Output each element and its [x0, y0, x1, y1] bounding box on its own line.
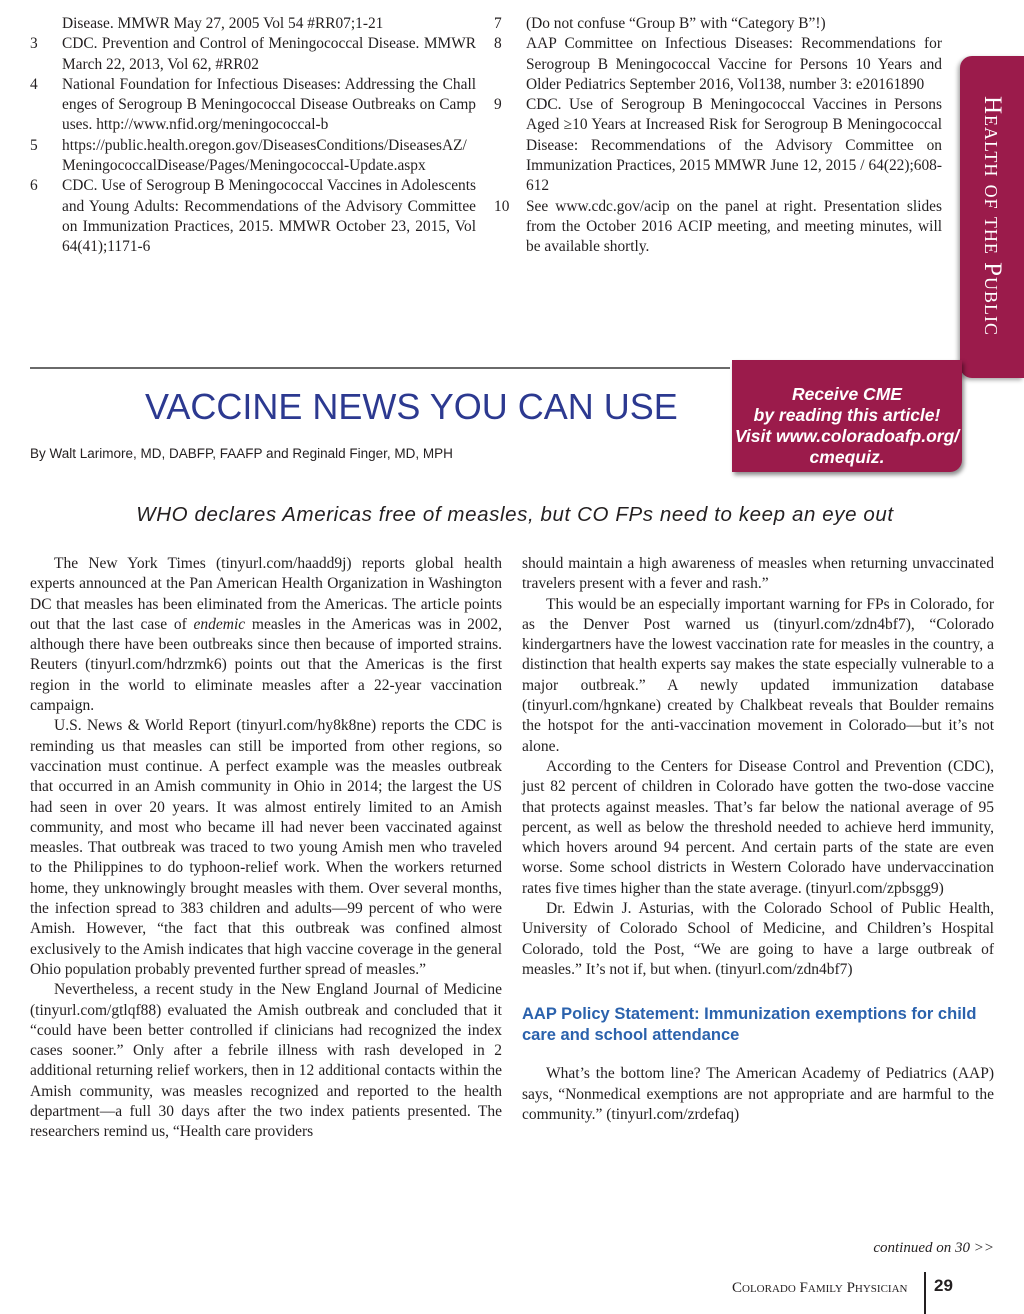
- section-divider: [30, 367, 730, 369]
- article-title: VACCINE NEWS YOU CAN USE: [145, 386, 678, 427]
- cme-callout-box: [732, 360, 962, 472]
- cme-link[interactable]: cmequiz.: [809, 447, 885, 467]
- reference-text: CDC. Use of Serogroup B Meningococcal Vaccines in Adolescents and Young Adults: Recommendations of the Advisory Committee on Immunization Practices, 2015. MMWR October 23, 2015, Vol 64(41);1171-6: [62, 177, 476, 256]
- reference-text: CDC. Prevention and Control of Meningococcal Disease. MMWR March 22, 2013, Vol 62, #RR02: [62, 35, 476, 73]
- article-subheading: WHO declares Americas free of measles, but CO FPs need to keep an eye out: [136, 503, 894, 526]
- reference-item: [494, 197, 942, 258]
- body-paragraph: Dr. Edwin J. Asturias, with the Colorado School of Public Health, University of Colorado School of Medicine, and Children’s Hospital Colorado, told the Post, “We are going to have a large outbreak of measles.” It’s not if, but when. (tinyurl.com/zdn4bf7): [522, 900, 994, 978]
- article-column-right: [522, 554, 994, 1125]
- reference-item: [30, 75, 476, 136]
- section-heading: AAP Policy Statement: Immunization exemptions for child care and school attendance: [522, 1005, 977, 1045]
- reference-number: 3: [30, 35, 38, 53]
- reference-item: [30, 14, 476, 34]
- reference-item: [30, 136, 476, 177]
- body-paragraph: [30, 554, 502, 716]
- reference-item: [494, 34, 942, 95]
- article-byline: By Walt Larimore, MD, DABFP, FAAFP and Reginald Finger, MD, MPH: [30, 446, 453, 461]
- cme-line: Receive CME: [792, 384, 902, 404]
- reference-text: (Do not confuse “Group B” with “Category B”!): [526, 15, 826, 32]
- body-paragraph: What’s the bottom line? The American Academy of Pediatrics (AAP) says, “Nonmedical exemptions are not appropriate and are harmful to the community.” (tinyurl.com/zrdefaq): [522, 1065, 994, 1123]
- reference-number: 6: [30, 177, 38, 195]
- reference-number: 10: [494, 197, 510, 215]
- body-paragraph: Nevertheless, a recent study in the New England Journal of Medicine (tinyurl.com/gtlqf88) evaluated the Amish outbreak and concluded that it “could have been better controlled if clinicians had recognized the index cases sooner.” Only after a febrile illness with rash developed in 2 additional returning relief workers, then in 12 additional contacts within the Amish community, was measles recognized and reported to the health department—a full 30 days after the two index patients presented. The researchers remind us, “Health care providers: [30, 981, 502, 1141]
- reference-number: 4: [30, 75, 38, 93]
- reference-text: Disease. MMWR May 27, 2005 Vol 54 #RR07;1-21: [62, 15, 384, 32]
- reference-number: 8: [494, 35, 502, 53]
- page-number: 29: [934, 1276, 953, 1295]
- references-left: [30, 14, 476, 258]
- publication-name: Colorado Family Physician: [732, 1280, 908, 1296]
- reference-number: 9: [494, 96, 502, 114]
- reference-text: CDC. Use of Serogroup B Meningococcal Vaccines in Persons Aged ≥10 Years at Increased Risk for Serogroup B Meningococcal Disease: Recommendations of the Advisory Committee on Immunization Practices, 2015 MMWR June 12, 2015 / 64(22);608-612: [526, 96, 942, 195]
- reference-number: 7: [494, 15, 502, 32]
- reference-item: [30, 34, 476, 75]
- references-right: [494, 14, 942, 258]
- emphasis-text: endemic: [193, 615, 246, 633]
- reference-item: [494, 14, 942, 34]
- reference-item: [30, 176, 476, 257]
- reference-text: See www.cdc.gov/acip on the panel at right. Presentation slides from the October 2016 ACIP meeting, and meeting minutes, will be available shortly.: [526, 197, 942, 256]
- paragraph-text: measles in the Americas was in 2002, although there have been outbreaks since then because of imported strains. Reuters (tinyurl.com/hdrzmk6) points out that the Americas is the first region in the world to eliminate measles after a 22-year vaccination campaign.: [30, 615, 502, 715]
- body-paragraph: This would be an especially important warning for FPs in Colorado, for as the Denver Post warned us (tinyurl.com/zdn4bf7), “Colorado kindergartners have the lowest vaccination rate for measles in the country, a distinction that health experts say makes the state especially vulnerable to a major outbreak.” A newly updated immunization database (tinyurl.com/hgnkane) created by Chalkbeat reveals that Boulder remains the hotspot for the anti-vaccination movement in Colorado—but it’s not alone.: [522, 595, 994, 755]
- reference-text: AAP Committee on Infectious Diseases: Recommendations for Serogroup B Meningococcal Vaccine for Persons 10 Years and Older Pediatrics September 2016, Vol138, number 3: e20161890: [526, 35, 942, 93]
- cme-line: by reading this article!: [753, 405, 941, 425]
- footer-divider: [924, 1272, 926, 1314]
- paragraph-text: The New York Times (tinyurl.com/haadd9j) reports global health experts announced at the Pan American Health Organization in Washington DC that measles has been eliminated from the Americas. The article points out that the last case of: [30, 555, 502, 633]
- body-paragraph: According to the Centers for Disease Control and Prevention (CDC), just 82 percent of children in Colorado have gotten the two-dose vaccine that protects against measles. That’s far below the national average of 95 percent, as well as below the threshold needed to achieve herd immunity, which hovers around 94 percent. And certain parts of the state are even worse. Some school districts in Western Colorado have undervaccination rates five times higher than the state average. (tinyurl.com/zpbsgg9): [522, 757, 994, 897]
- cme-link[interactable]: Visit www.coloradoafp.org/: [734, 426, 960, 446]
- body-paragraph: should maintain a high awareness of measles when returning unvaccinated travelers present with a fever and rash.”: [522, 555, 994, 593]
- article-column-left: [30, 554, 502, 1143]
- reference-item: [494, 95, 942, 196]
- continued-note: continued on 30 >>: [873, 1240, 994, 1256]
- reference-text: National Foundation for Infectious Diseases: Addressing the Challenges of Serogroup B Meningococcal Disease Outbreaks on Campuses. http://www.nfid.org/meningococcal-b: [62, 75, 476, 134]
- body-paragraph: U.S. News & World Report (tinyurl.com/hy8k8ne) reports the CDC is reminding us that measles can still be imported from other regions, so vaccination must continue. A perfect example was the measles outbreak that occurred in an Amish community in Ohio in 2014; the largest the US had seen in over 20 years. It was almost entirely limited to an Amish community, and most who became ill had never been vaccinated against measles. That outbreak was traced to two young Amish men who traveled to the Philippines to do typhoon-relief work. When the workers returned home, they unknowingly brought measles with them. Over several months, the infection spread to 383 children and adults—99 percent of who were Amish. However, “the fact that this outbreak was confined almost exclusively to the Amish indicates that high vaccine coverage in the general Ohio population probably prevented further spread of measles.”: [30, 717, 502, 978]
- reference-number: 5: [30, 136, 38, 154]
- section-tab-label: Health of the Public: [979, 95, 1006, 337]
- reference-text: https://public.health.oregon.gov/DiseasesConditions/DiseasesAZ/MeningococcalDisease/Pages/Meningococcal-Update.aspx: [62, 136, 467, 175]
- section-side-tab: [960, 56, 1024, 378]
